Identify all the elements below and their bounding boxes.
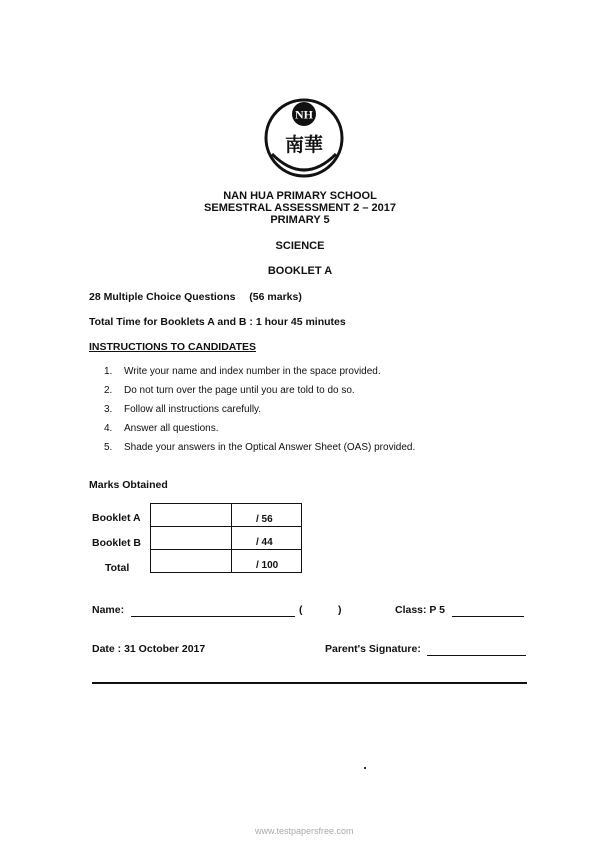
score-cell-booklet-b xyxy=(151,527,232,550)
instruction-text: Shade your answers in the Optical Answer Sheet (OAS) provided. xyxy=(124,442,416,453)
instruction-text: Write your name and index number in the space provided. xyxy=(124,366,381,377)
marks-count-text: (56 marks) xyxy=(249,291,302,303)
instruction-text: Follow all instructions carefully. xyxy=(124,404,262,415)
table-row xyxy=(151,550,302,573)
question-count-text: 28 Multiple Choice Questions xyxy=(89,291,236,303)
instruction-item xyxy=(104,384,415,403)
instruction-text: Do not turn over the page until you are told to do so. xyxy=(124,385,355,396)
max-mark-booklet-a: / 56 xyxy=(232,504,302,527)
instructions-list xyxy=(104,365,415,460)
date-text: Date : 31 October 2017 xyxy=(92,643,206,655)
name-field-line[interactable] xyxy=(131,616,295,617)
signature-label: Parent's Signature: xyxy=(325,643,421,655)
index-close-paren: ) xyxy=(338,604,342,616)
level-title: PRIMARY 5 xyxy=(270,214,330,226)
marks-obtained-title: Marks Obtained xyxy=(89,479,168,491)
total-time: Total Time for Booklets A and B : 1 hour 45 minutes xyxy=(89,316,346,328)
school-name: NAN HUA PRIMARY SCHOOL xyxy=(223,190,377,202)
instruction-item xyxy=(104,422,415,441)
row-label-booklet-b: Booklet B xyxy=(92,537,142,549)
index-open-paren: ( xyxy=(299,604,303,616)
max-mark-total: / 100 xyxy=(232,550,302,573)
booklet-title: BOOKLET A xyxy=(267,265,333,277)
row-label-total: Total xyxy=(105,562,130,574)
class-field-line[interactable] xyxy=(452,616,524,617)
table-row xyxy=(151,527,302,550)
instruction-item xyxy=(104,365,415,384)
instruction-number: 3. xyxy=(104,404,113,415)
name-label: Name: xyxy=(92,604,125,616)
assessment-title: SEMESTRAL ASSESSMENT 2 – 2017 xyxy=(204,202,396,214)
instruction-item xyxy=(104,403,415,422)
instructions-title: INSTRUCTIONS TO CANDIDATES xyxy=(89,341,257,353)
instruction-number: 5. xyxy=(104,442,113,453)
logo-chinese: 南華 xyxy=(284,134,324,156)
signature-field-line[interactable] xyxy=(427,655,526,656)
instruction-text: Answer all questions. xyxy=(124,423,219,434)
question-count xyxy=(89,291,302,303)
instruction-number: 1. xyxy=(104,366,113,377)
score-cell-booklet-a xyxy=(151,504,232,527)
instruction-number: 4. xyxy=(104,423,113,434)
row-label-booklet-a: Booklet A xyxy=(92,512,141,524)
max-mark-booklet-b: / 44 xyxy=(232,527,302,550)
instruction-number: 2. xyxy=(104,385,113,396)
marks-table xyxy=(150,503,302,573)
logo-letters: NH xyxy=(295,107,313,122)
divider-line xyxy=(92,682,527,684)
instruction-item xyxy=(104,441,415,460)
watermark: www.testpapersfree.com xyxy=(255,826,354,836)
table-row xyxy=(151,504,302,527)
school-logo xyxy=(262,96,346,180)
class-label: Class: P 5 xyxy=(395,604,446,616)
score-cell-total xyxy=(151,550,232,573)
subject-title: SCIENCE xyxy=(275,240,325,252)
scan-speck xyxy=(364,767,366,769)
